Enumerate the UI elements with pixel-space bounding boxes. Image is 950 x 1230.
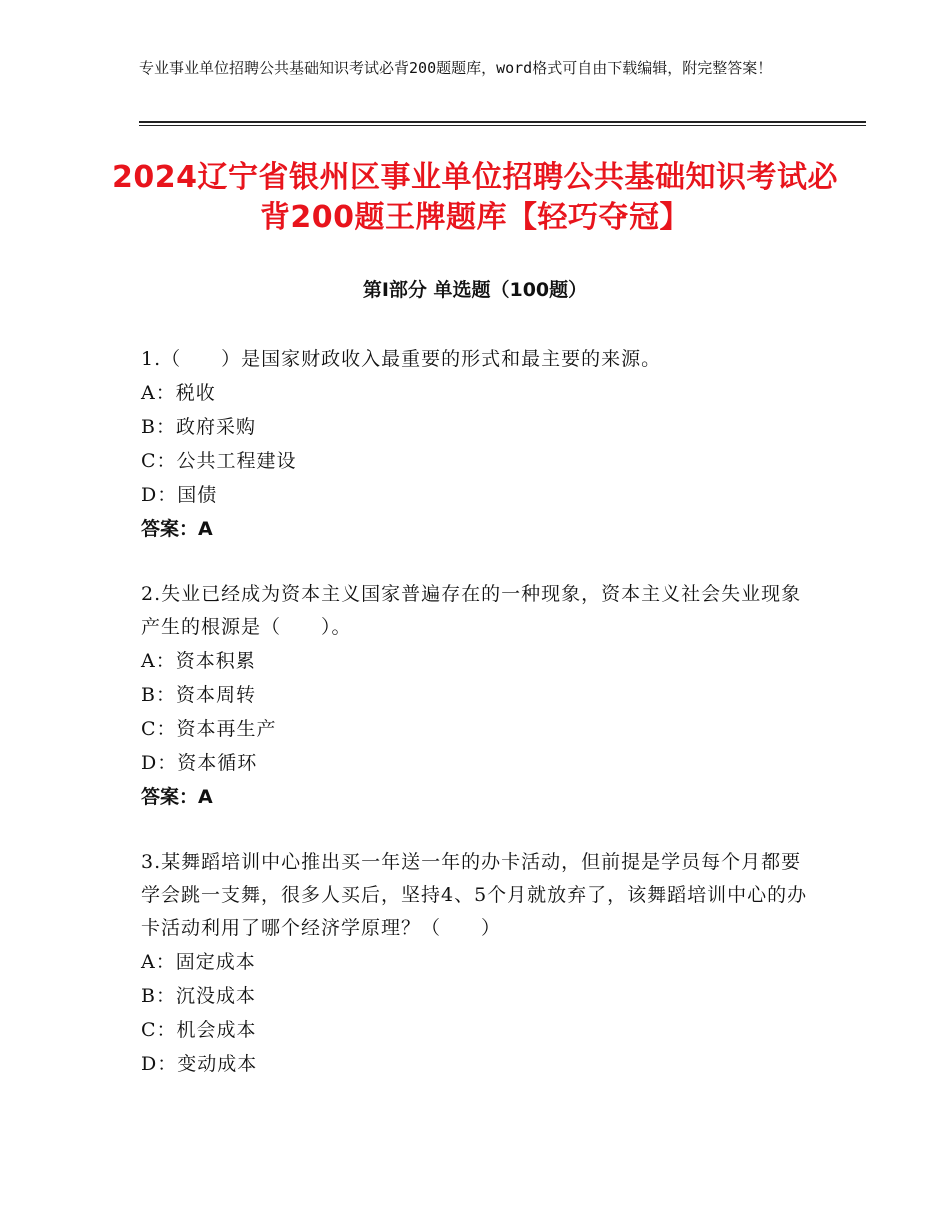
question-1: [141, 343, 811, 546]
option-b: B：资本周转: [141, 684, 256, 706]
header-divider-thin: [139, 125, 866, 126]
option-d: D：资本循环: [141, 752, 258, 774]
option-a: A：资本积累: [141, 650, 256, 672]
option-d: D：国债: [141, 484, 218, 506]
document-title: 2024辽宁省银州区事业单位招聘公共基础知识考试必背200题王牌题库【轻巧夺冠】: [112, 160, 838, 235]
question-text: 3.某舞蹈培训中心推出买一年送一年的办卡活动，但前提是学员每个月都要学会跳一支舞，很多人买后，坚持4、5个月就放弃了，该舞蹈培训中心的办卡活动利用了哪个经济学原理？（ ）: [141, 851, 808, 939]
option-c: C：公共工程建设: [141, 450, 297, 472]
option-d: D：变动成本: [141, 1053, 258, 1075]
option-b: B：政府采购: [141, 416, 256, 438]
option-a: A：税收: [141, 382, 216, 404]
question-text: 1.（ ）是国家财政收入最重要的形式和最主要的来源。: [141, 348, 662, 370]
question-2: [141, 578, 811, 814]
question-list: [141, 343, 811, 1113]
header-note: 专业事业单位招聘公共基础知识考试必背200题题库，word格式可自由下载编辑，附完整答案！: [139, 59, 773, 77]
question-text: 2.失业已经成为资本主义国家普遍存在的一种现象，资本主义社会失业现象产生的根源是（ ）。: [141, 583, 802, 638]
answer: 答案：A: [141, 518, 213, 540]
question-3: [141, 846, 811, 1081]
option-a: A：固定成本: [141, 951, 256, 973]
option-c: C：机会成本: [141, 1019, 257, 1041]
option-b: B：沉没成本: [141, 985, 256, 1007]
answer: 答案：A: [141, 786, 213, 808]
option-c: C：资本再生产: [141, 718, 277, 740]
header-divider-thick: [139, 121, 866, 123]
section-title: 第Ⅰ部分 单选题（100题）: [362, 279, 588, 301]
